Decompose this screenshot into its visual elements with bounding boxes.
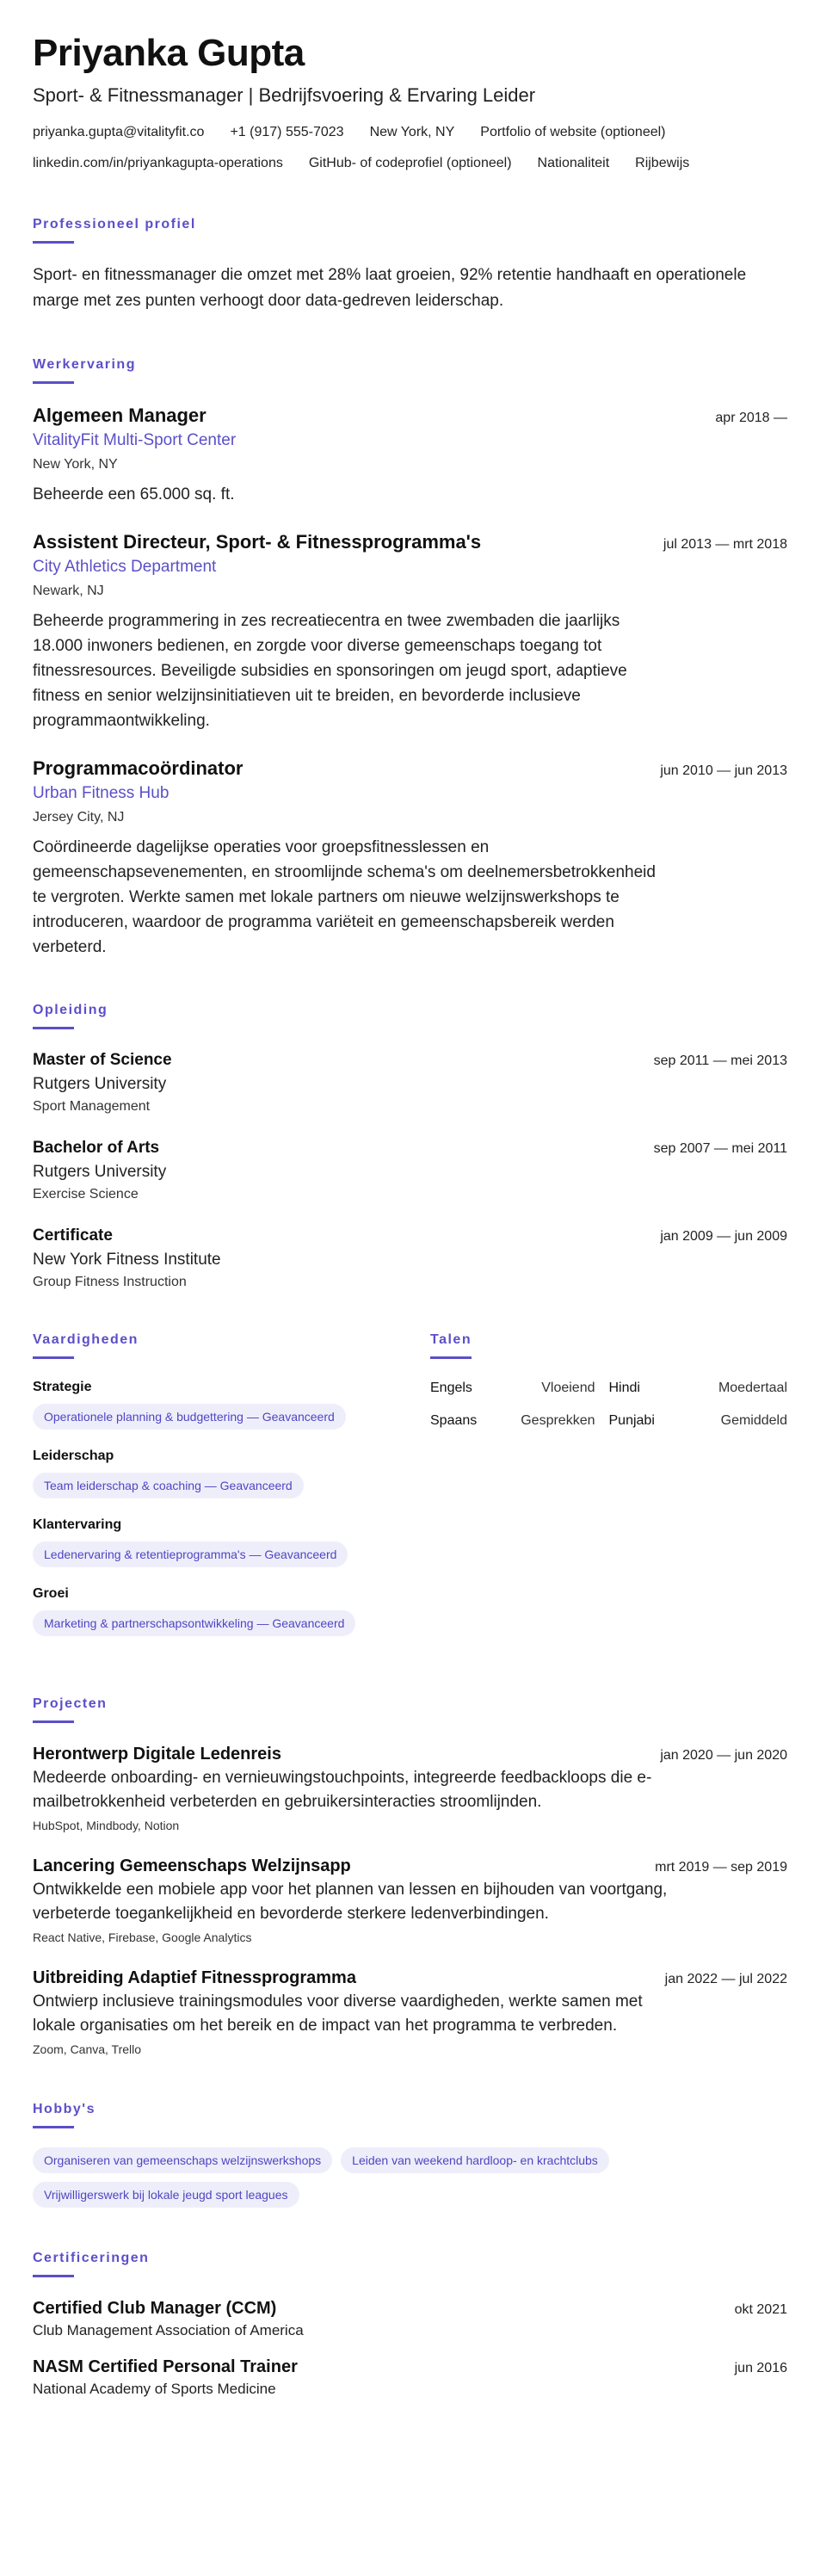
job-date: jun 2010 — jun 2013 (660, 763, 787, 778)
section-divider (33, 381, 74, 384)
study-field: Group Fitness Instruction (33, 1275, 187, 1289)
language-level: Gemiddeld (720, 1413, 787, 1428)
contact-nationality: Nationaliteit (537, 156, 610, 170)
project-entry (33, 1742, 787, 1835)
projects-section (33, 1695, 787, 2059)
skill-category: Klantervaring (33, 1517, 122, 1532)
school: New York Fitness Institute (33, 1251, 221, 1269)
school: Rutgers University (33, 1075, 167, 1093)
section-title: Hobby's (33, 2102, 96, 2116)
language-item (609, 1378, 788, 1399)
degree: Bachelor of Arts (33, 1139, 160, 1157)
language-level: Vloeiend (541, 1381, 595, 1395)
language-name: Spaans (430, 1413, 478, 1428)
contact-phone: +1 (917) 555-7023 (230, 125, 344, 139)
profile-summary: Sport- en fitnessmanager die omzet met 28% laat groeien, 92% retentie handhaaft en operationele marge met zes punten verhoogt door data-gedreven leiderschap. (33, 266, 747, 310)
section-title: Professioneel profiel (33, 217, 196, 232)
experience-entry (33, 756, 787, 960)
language-row (430, 1378, 787, 1399)
language-level: Gesprekken (521, 1413, 595, 1428)
hobbies-section (33, 2100, 787, 2208)
language-name: Punjabi (608, 1413, 655, 1428)
certification-entry (33, 2296, 787, 2341)
project-title: Herontwerp Digitale Ledenreis (33, 1745, 281, 1764)
project-description: Medeerde onboarding- en vernieuwingstouchpoints, integreerde feedbackloops die e-mailbetrokkenheid verbeterden en gebruikersinteracties stroomlijnden. (33, 1769, 652, 1811)
education-entry (33, 1048, 787, 1117)
job-title: Programmacoördinator (33, 757, 244, 779)
job-date: apr 2018 — (715, 411, 787, 425)
project-tech: React Native, Firebase, Google Analytics (33, 1930, 252, 1944)
project-entry (33, 1966, 787, 2059)
education-entry (33, 1224, 787, 1293)
job-description: Beheerde programmering in zes recreatiecentra en twee zwembaden die jaarlijks 18.000 inwoners bedienen, en zorgde voor diverse gemeenschaps toegang tot fitnessresources. Beveiligde subsidies en sponsoringen om jeugd sport, adaptieve fitness en senior welzijnsinitiatieven uit te breiden, en bevorderde inclusieve programmaontwikkeling. (33, 612, 627, 730)
section-divider (33, 241, 74, 244)
skill-category: Leiderschap (33, 1449, 114, 1463)
contact-github: GitHub- of codeprofiel (optioneel) (308, 156, 512, 170)
certification-org: National Academy of Sports Medicine (33, 2381, 276, 2397)
skill-chip: Marketing & partnerschapsontwikkeling — Geavanceerd (33, 1610, 355, 1636)
hobby-list (33, 2147, 787, 2208)
job-date: jul 2013 — mrt 2018 (663, 537, 787, 552)
candidate-name: Priyanka Gupta (33, 32, 305, 74)
job-company: Urban Fitness Hub (33, 784, 170, 802)
study-field: Sport Management (33, 1099, 151, 1114)
job-company: City Athletics Department (33, 558, 217, 576)
contact-license: Rijbewijs (635, 156, 690, 170)
certification-entry (33, 2355, 787, 2400)
certifications-section (33, 2249, 787, 2400)
degree: Certificate (33, 1226, 113, 1245)
contact-portfolio: Portfolio of website (optioneel) (480, 125, 666, 139)
resume-header (33, 31, 787, 174)
candidate-subtitle: Sport- & Fitnessmanager | Bedrijfsvoering & Ervaring Leider (33, 84, 536, 106)
section-title: Certificeringen (33, 2251, 150, 2265)
project-description: Ontwikkelde een mobiele app voor het plannen van lessen en bijhouden van voortgang, verbeterde toegankelijkheid en bevorderde sterkere ledenverbindingen. (33, 1881, 668, 1923)
section-divider (33, 2126, 74, 2128)
language-row (430, 1411, 787, 1431)
project-tech: Zoom, Canva, Trello (33, 2042, 142, 2056)
skill-chip: Team leiderschap & coaching — Geavanceerd (33, 1473, 304, 1498)
language-item (430, 1378, 609, 1399)
skill-chip: Operationele planning & budgettering — Geavanceerd (33, 1404, 346, 1430)
project-tech: HubSpot, Mindbody, Notion (33, 1819, 180, 1832)
project-date: jan 2020 — jun 2020 (660, 1748, 787, 1763)
skill-group (33, 1516, 430, 1567)
education-date: sep 2007 — mei 2011 (653, 1141, 787, 1156)
project-description: Ontwierp inclusieve trainingsmodules voor diverse vaardigheden, werkte samen met lokale organisaties om het bereik en de impact van het programma te verbreden. (33, 1992, 643, 2035)
job-title: Algemeen Manager (33, 405, 207, 426)
hobby-chip: Leiden van weekend hardloop- en krachtclubs (341, 2147, 609, 2173)
section-divider (33, 1027, 74, 1029)
job-description: Coördineerde dagelijkse operaties voor groepsfitnesslessen en gemeenschapsevenementen, en stroomlijnde schema's om deelnemersbetrokkenheid te vergroten. Werkte samen met lokale partners om nieuwe welzijnswerkshops te introduceren, waardoor de programma variëteit en gemeenschapsbereik werden verbeterd. (33, 838, 656, 956)
education-section (33, 1001, 787, 1293)
degree: Master of Science (33, 1051, 172, 1069)
section-title: Opleiding (33, 1003, 108, 1017)
contact-info (33, 122, 787, 174)
language-name: Hindi (608, 1381, 640, 1395)
job-location: Jersey City, NJ (33, 810, 125, 825)
project-date: jan 2022 — jul 2022 (664, 1972, 787, 1986)
certification-date: jun 2016 (734, 2361, 787, 2375)
project-title: Uitbreiding Adaptief Fitnessprogramma (33, 1968, 356, 1987)
job-location: New York, NY (33, 457, 118, 472)
experience-entry (33, 529, 787, 733)
experience-entry (33, 403, 787, 507)
section-divider (33, 2275, 74, 2277)
section-divider (33, 1720, 74, 1723)
section-title: Projecten (33, 1696, 108, 1711)
job-company: VitalityFit Multi-Sport Center (33, 431, 237, 449)
certification-org: Club Management Association of America (33, 2322, 304, 2338)
skill-group (33, 1447, 430, 1498)
skill-category: Strategie (33, 1380, 92, 1394)
section-title: Talen (430, 1332, 472, 1347)
section-title: Werkervaring (33, 357, 136, 372)
certification-date: okt 2021 (734, 2302, 787, 2317)
education-entry (33, 1136, 787, 1205)
section-divider (430, 1356, 472, 1359)
study-field: Exercise Science (33, 1187, 139, 1202)
education-date: jan 2009 — jun 2009 (660, 1229, 787, 1244)
hobby-chip: Vrijwilligerswerk bij lokale jeugd sport leagues (33, 2182, 299, 2208)
certification-title: NASM Certified Personal Trainer (33, 2357, 298, 2376)
skill-chip: Ledenervaring & retentieprogramma's — Geavanceerd (33, 1541, 348, 1567)
profile-section (33, 215, 787, 314)
language-item (609, 1411, 788, 1431)
job-location: Newark, NJ (33, 584, 104, 598)
language-name: Engels (430, 1381, 472, 1395)
education-date: sep 2011 — mei 2013 (653, 1053, 787, 1068)
job-description: Beheerde een 65.000 sq. ft. (33, 485, 235, 503)
hobby-chip: Organiseren van gemeenschaps welzijnswerkshops (33, 2147, 332, 2173)
contact-email: priyanka.gupta@vitalityfit.co (33, 125, 205, 139)
project-title: Lancering Gemeenschaps Welzijnsapp (33, 1856, 351, 1875)
contact-location: New York, NY (369, 125, 455, 139)
project-entry (33, 1854, 787, 1947)
certification-title: Certified Club Manager (CCM) (33, 2299, 277, 2318)
contact-linkedin: linkedin.com/in/priyankagupta-operations (33, 156, 283, 170)
skill-category: Groei (33, 1586, 69, 1601)
skills-languages-row (33, 1331, 787, 1653)
languages-section (430, 1331, 787, 1653)
language-level: Moedertaal (718, 1381, 787, 1395)
school: Rutgers University (33, 1163, 167, 1181)
skill-group (33, 1585, 430, 1636)
skill-group (33, 1378, 430, 1430)
section-title: Vaardigheden (33, 1332, 139, 1347)
skills-section (33, 1331, 430, 1653)
project-date: mrt 2019 — sep 2019 (655, 1860, 787, 1875)
job-title: Assistent Directeur, Sport- & Fitnessprogramma's (33, 531, 482, 553)
section-divider (33, 1356, 74, 1359)
language-item (430, 1411, 609, 1431)
experience-section (33, 355, 787, 960)
